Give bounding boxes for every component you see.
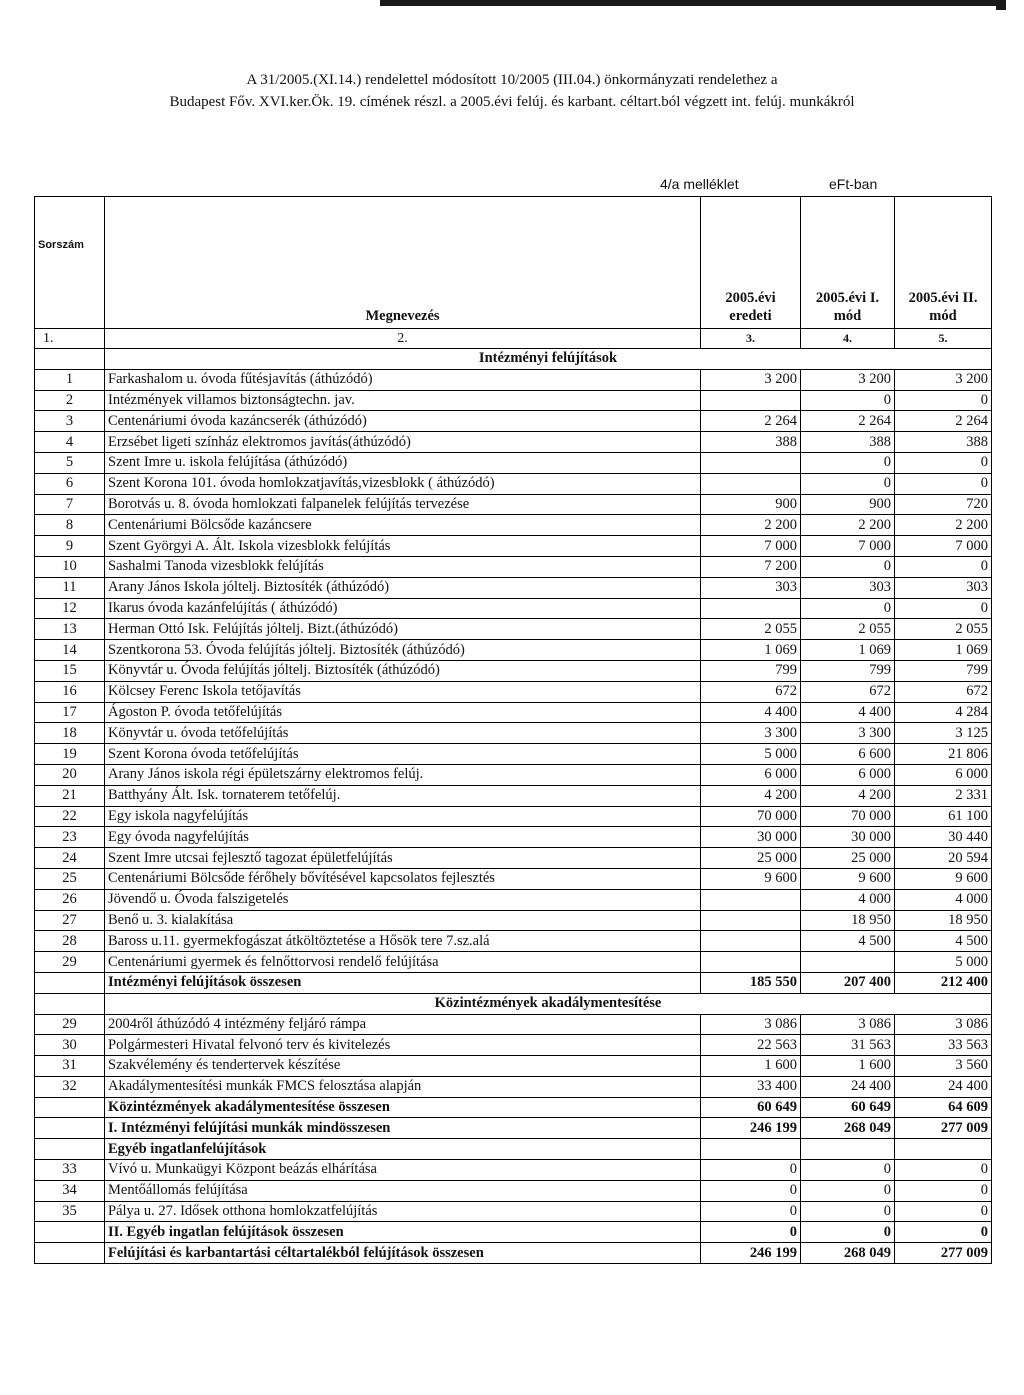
- row-name: Arany János Iskola jóltelj. Biztosíték (áthúzódó): [105, 577, 701, 598]
- value-mod2: 61 100: [895, 806, 992, 827]
- row-number: 26: [35, 889, 105, 910]
- table-row: [35, 952, 992, 973]
- row-name: I. Intézményi felújítási munkák mindösszesen: [105, 1118, 701, 1139]
- value-mod1: 4 000: [801, 889, 895, 910]
- row-name: Szent Imre utcsai fejlesztő tagozat épületfelújítás: [105, 848, 701, 869]
- value-original: 388: [701, 432, 801, 453]
- row-name: Ikarus óvoda kazánfelújítás ( áthúzódó): [105, 598, 701, 619]
- value-mod1: 0: [801, 1222, 895, 1243]
- value-original: [701, 931, 801, 952]
- table-row: [35, 536, 992, 557]
- row-name: Sashalmi Tanoda vizesblokk felújítás: [105, 556, 701, 577]
- row-name: Szent Györgyi A. Ált. Iskola vizesblokk felújítás: [105, 536, 701, 557]
- row-number: 31: [35, 1056, 105, 1077]
- value-mod2: 0: [895, 473, 992, 494]
- total-row: [35, 972, 992, 993]
- value-mod1: [801, 1139, 895, 1160]
- row-name: Szent Korona 101. óvoda homlokzatjavítás,vizesblokk ( áthúzódó): [105, 473, 701, 494]
- row-number: [35, 1118, 105, 1139]
- table-row: [35, 369, 992, 390]
- table-row: [35, 577, 992, 598]
- row-number: 6: [35, 473, 105, 494]
- header-mod2: 2005.évi II. mód: [895, 197, 992, 329]
- document-title-line1: A 31/2005.(XI.14.) rendelettel módosított 10/2005 (III.04.) önkormányzati rendelethez a: [246, 72, 778, 88]
- value-mod1: 7 000: [801, 536, 895, 557]
- table-row: [35, 1056, 992, 1077]
- row-number: 3: [35, 411, 105, 432]
- row-number: 5: [35, 452, 105, 473]
- value-mod1: 18 950: [801, 910, 895, 931]
- value-original: [701, 910, 801, 931]
- row-name: Batthyány Ált. Isk. tornaterem tetőfelúj.: [105, 785, 701, 806]
- row-number: 15: [35, 660, 105, 681]
- value-original: 246 199: [701, 1118, 801, 1139]
- value-mod1: 900: [801, 494, 895, 515]
- row-name: Egy iskola nagyfelújítás: [105, 806, 701, 827]
- table-row: [35, 702, 992, 723]
- row-name: Polgármesteri Hivatal felvonó terv és kivitelezés: [105, 1035, 701, 1056]
- value-mod1: 0: [801, 1180, 895, 1201]
- value-mod2: 0: [895, 598, 992, 619]
- value-original: 9 600: [701, 868, 801, 889]
- table-row: [35, 931, 992, 952]
- value-original: 1 069: [701, 640, 801, 661]
- row-name: Könyvtár u. óvoda tetőfelújítás: [105, 723, 701, 744]
- value-mod1: 1 069: [801, 640, 895, 661]
- row-number: [35, 972, 105, 993]
- value-mod2: 3 125: [895, 723, 992, 744]
- table-row: [35, 723, 992, 744]
- table-row: [35, 619, 992, 640]
- row-number: 33: [35, 1160, 105, 1181]
- row-number: 12: [35, 598, 105, 619]
- value-mod1: 70 000: [801, 806, 895, 827]
- value-original: 1 600: [701, 1056, 801, 1077]
- document-title-line2: Budapest Főv. XVI.ker.Ök. 19. címének részl. a 2005.évi felúj. és karbant. céltart.ból végzett int. felúj. munkákról: [169, 94, 855, 110]
- value-mod1: 6 000: [801, 764, 895, 785]
- value-mod1: 672: [801, 681, 895, 702]
- value-original: 0: [701, 1180, 801, 1201]
- table-row: [35, 744, 992, 765]
- row-number: 8: [35, 515, 105, 536]
- row-name: Herman Ottó Isk. Felújítás jóltelj. Bizt.(áthúzódó): [105, 619, 701, 640]
- value-mod1: 24 400: [801, 1076, 895, 1097]
- value-mod1: 268 049: [801, 1243, 895, 1264]
- value-mod1: 207 400: [801, 972, 895, 993]
- value-original: 4 400: [701, 702, 801, 723]
- row-number: 9: [35, 536, 105, 557]
- row-name: Szent Imre u. iskola felújítása (áthúzódó): [105, 452, 701, 473]
- total-row: [35, 1097, 992, 1118]
- value-original: 672: [701, 681, 801, 702]
- table-row: [35, 868, 992, 889]
- header-row: [35, 197, 992, 329]
- value-mod2: 2 331: [895, 785, 992, 806]
- value-mod1: 6 600: [801, 744, 895, 765]
- value-mod1: 4 400: [801, 702, 895, 723]
- value-original: 60 649: [701, 1097, 801, 1118]
- row-name: Jövendő u. Óvoda falszigetelés: [105, 889, 701, 910]
- total-row: [35, 1222, 992, 1243]
- value-original: 185 550: [701, 972, 801, 993]
- table-row: [35, 598, 992, 619]
- row-name: Centenáriumi óvoda kazáncserék (áthúzódó): [105, 411, 701, 432]
- value-mod2: 33 563: [895, 1035, 992, 1056]
- row-name: II. Egyéb ingatlan felújítások összesen: [105, 1222, 701, 1243]
- value-mod1: 0: [801, 598, 895, 619]
- row-number: 24: [35, 848, 105, 869]
- value-original: 3 086: [701, 1014, 801, 1035]
- row-name: Kölcsey Ferenc Iskola tetőjavítás: [105, 681, 701, 702]
- value-mod1: 25 000: [801, 848, 895, 869]
- value-original: 0: [701, 1222, 801, 1243]
- section-row: [35, 349, 992, 370]
- value-original: 0: [701, 1201, 801, 1222]
- row-number: 34: [35, 1180, 105, 1201]
- value-mod1: 0: [801, 452, 895, 473]
- value-mod2: 0: [895, 1222, 992, 1243]
- value-mod1: 0: [801, 1201, 895, 1222]
- table-row: [35, 910, 992, 931]
- value-original: 0: [701, 1160, 801, 1181]
- row-number: 1: [35, 369, 105, 390]
- value-original: 7 200: [701, 556, 801, 577]
- value-mod2: 672: [895, 681, 992, 702]
- table-row: [35, 411, 992, 432]
- row-name: Centenáriumi Bölcsőde kazáncsere: [105, 515, 701, 536]
- value-mod1: 0: [801, 556, 895, 577]
- value-mod2: 720: [895, 494, 992, 515]
- value-mod2: 20 594: [895, 848, 992, 869]
- row-name: Egyéb ingatlanfelújítások: [105, 1139, 701, 1160]
- value-mod1: 799: [801, 660, 895, 681]
- table-row: [35, 473, 992, 494]
- subhead-row: [35, 1139, 992, 1160]
- value-mod1: 4 500: [801, 931, 895, 952]
- value-mod2: 0: [895, 452, 992, 473]
- unit-label: eFt-ban: [829, 176, 878, 192]
- table-row: [35, 764, 992, 785]
- value-mod1: 1 600: [801, 1056, 895, 1077]
- section-row: [35, 993, 992, 1014]
- row-number: 21: [35, 785, 105, 806]
- value-original: 30 000: [701, 827, 801, 848]
- value-original: 25 000: [701, 848, 801, 869]
- value-mod2: 64 609: [895, 1097, 992, 1118]
- value-original: 2 055: [701, 619, 801, 640]
- row-number: 4: [35, 432, 105, 453]
- header-sorszam: Sorszám: [35, 197, 105, 329]
- row-number: 25: [35, 868, 105, 889]
- row-number: 2: [35, 390, 105, 411]
- value-mod1: 4 200: [801, 785, 895, 806]
- value-mod1: 30 000: [801, 827, 895, 848]
- value-mod2: 3 086: [895, 1014, 992, 1035]
- value-mod2: 21 806: [895, 744, 992, 765]
- value-mod2: 277 009: [895, 1118, 992, 1139]
- value-mod1: 303: [801, 577, 895, 598]
- row-number: 20: [35, 764, 105, 785]
- value-mod2: 18 950: [895, 910, 992, 931]
- row-name: Szentkorona 53. Óvoda felújítás jóltelj. Biztosíték (áthúzódó): [105, 640, 701, 661]
- row-number: [35, 1243, 105, 1264]
- value-mod2: 4 284: [895, 702, 992, 723]
- value-original: [701, 952, 801, 973]
- value-mod2: 0: [895, 556, 992, 577]
- value-original: [701, 473, 801, 494]
- row-name: Centenáriumi Bölcsőde férőhely bővítésével kapcsolatos fejlesztés: [105, 868, 701, 889]
- row-name: Könyvtár u. Óvoda felújítás jóltelj. Biztosíték (áthúzódó): [105, 660, 701, 681]
- scan-edge-mark: [996, 0, 1006, 10]
- value-mod1: 388: [801, 432, 895, 453]
- row-name: 2004ről áthúzódó 4 intézmény feljáró rámpa: [105, 1014, 701, 1035]
- value-original: 6 000: [701, 764, 801, 785]
- value-original: 799: [701, 660, 801, 681]
- value-mod1: 31 563: [801, 1035, 895, 1056]
- row-number: 7: [35, 494, 105, 515]
- value-mod1: 3 086: [801, 1014, 895, 1035]
- row-number: 18: [35, 723, 105, 744]
- row-number: [35, 1222, 105, 1243]
- table-row: [35, 785, 992, 806]
- table-row: [35, 827, 992, 848]
- value-mod2: 3 200: [895, 369, 992, 390]
- row-number: 22: [35, 806, 105, 827]
- row-name: Akadálymentesítési munkák FMCS felosztása alapján: [105, 1076, 701, 1097]
- value-mod2: 24 400: [895, 1076, 992, 1097]
- row-name: Közintézmények akadálymentesítése összesen: [105, 1097, 701, 1118]
- value-mod2: 212 400: [895, 972, 992, 993]
- section-title: Közintézmények akadálymentesítése: [105, 993, 992, 1014]
- value-mod2: 2 264: [895, 411, 992, 432]
- row-name: Borotvás u. 8. óvoda homlokzati falpanelek felújítás tervezése: [105, 494, 701, 515]
- value-mod2: 388: [895, 432, 992, 453]
- value-original: 7 000: [701, 536, 801, 557]
- table-row: [35, 1180, 992, 1201]
- row-number: 17: [35, 702, 105, 723]
- value-mod2: 2 200: [895, 515, 992, 536]
- value-mod2: 30 440: [895, 827, 992, 848]
- row-name: Erzsébet ligeti színház elektromos javítás(áthúzódó): [105, 432, 701, 453]
- value-original: 246 199: [701, 1243, 801, 1264]
- row-number: 29: [35, 952, 105, 973]
- table-row: [35, 452, 992, 473]
- value-mod1: 3 200: [801, 369, 895, 390]
- value-mod2: 6 000: [895, 764, 992, 785]
- row-number: [35, 1139, 105, 1160]
- table-row: [35, 640, 992, 661]
- scan-edge-bar: [380, 0, 1000, 6]
- header-megnevezes: Megnevezés: [105, 197, 701, 329]
- value-mod1: 9 600: [801, 868, 895, 889]
- value-original: 33 400: [701, 1076, 801, 1097]
- value-original: 2 200: [701, 515, 801, 536]
- row-number: 23: [35, 827, 105, 848]
- row-name: Benő u. 3. kialakítása: [105, 910, 701, 931]
- row-number: 19: [35, 744, 105, 765]
- value-mod2: 7 000: [895, 536, 992, 557]
- table-row: [35, 556, 992, 577]
- table-row: [35, 660, 992, 681]
- value-original: 303: [701, 577, 801, 598]
- annex-label: 4/a melléklet: [660, 176, 739, 192]
- table-row: [35, 681, 992, 702]
- value-mod2: 4 000: [895, 889, 992, 910]
- table-row: [35, 494, 992, 515]
- value-original: 5 000: [701, 744, 801, 765]
- value-original: 22 563: [701, 1035, 801, 1056]
- value-original: [701, 889, 801, 910]
- value-mod2: 2 055: [895, 619, 992, 640]
- row-name: Intézményi felújítások összesen: [105, 972, 701, 993]
- row-number: 29: [35, 1014, 105, 1035]
- row-number: [35, 1097, 105, 1118]
- row-name: Egy óvoda nagyfelújítás: [105, 827, 701, 848]
- budget-table: [34, 196, 992, 1264]
- value-original: 3 200: [701, 369, 801, 390]
- value-mod2: 4 500: [895, 931, 992, 952]
- row-name: Farkashalom u. óvoda fűtésjavítás (áthúzódó): [105, 369, 701, 390]
- row-number: 11: [35, 577, 105, 598]
- row-number: 28: [35, 931, 105, 952]
- value-mod1: 2 055: [801, 619, 895, 640]
- value-mod2: 9 600: [895, 868, 992, 889]
- table-row: [35, 1160, 992, 1181]
- row-name: Ágoston P. óvoda tetőfelújítás: [105, 702, 701, 723]
- value-mod2: 0: [895, 1201, 992, 1222]
- value-original: [701, 390, 801, 411]
- value-original: 70 000: [701, 806, 801, 827]
- total-row: [35, 1243, 992, 1264]
- value-mod1: 0: [801, 473, 895, 494]
- row-number: 16: [35, 681, 105, 702]
- value-mod1: 268 049: [801, 1118, 895, 1139]
- row-name: Vívó u. Munkaügyi Központ beázás elhárítása: [105, 1160, 701, 1181]
- table-row: [35, 515, 992, 536]
- value-original: [701, 452, 801, 473]
- total-row: [35, 1118, 992, 1139]
- value-mod2: 0: [895, 1180, 992, 1201]
- value-original: 900: [701, 494, 801, 515]
- table-row: [35, 1076, 992, 1097]
- row-number: 27: [35, 910, 105, 931]
- value-original: 2 264: [701, 411, 801, 432]
- row-number: 32: [35, 1076, 105, 1097]
- table-row: [35, 848, 992, 869]
- header-eredeti: 2005.évi eredeti: [701, 197, 801, 329]
- table-row: [35, 1201, 992, 1222]
- value-mod1: 2 264: [801, 411, 895, 432]
- value-mod1: 2 200: [801, 515, 895, 536]
- value-mod1: 60 649: [801, 1097, 895, 1118]
- row-name: Intézmények villamos biztonságtechn. jav.: [105, 390, 701, 411]
- row-name: Baross u.11. gyermekfogászat átköltöztetése a Hősök tere 7.sz.alá: [105, 931, 701, 952]
- table-row: [35, 432, 992, 453]
- table-row: [35, 1014, 992, 1035]
- value-mod2: 277 009: [895, 1243, 992, 1264]
- value-mod1: [801, 952, 895, 973]
- value-mod2: 0: [895, 390, 992, 411]
- value-original: 4 200: [701, 785, 801, 806]
- value-original: 3 300: [701, 723, 801, 744]
- value-mod2: 0: [895, 1160, 992, 1181]
- table-row: [35, 806, 992, 827]
- value-mod1: 3 300: [801, 723, 895, 744]
- value-mod2: [895, 1139, 992, 1160]
- row-name: Pálya u. 27. Idősek otthona homlokzatfelújítás: [105, 1201, 701, 1222]
- table-row: [35, 1035, 992, 1056]
- section-title: Intézményi felújítások: [105, 349, 992, 370]
- table-row: [35, 889, 992, 910]
- value-mod2: 799: [895, 660, 992, 681]
- header-mod1: 2005.évi I. mód: [801, 197, 895, 329]
- row-number: 35: [35, 1201, 105, 1222]
- row-number: 30: [35, 1035, 105, 1056]
- row-number: 10: [35, 556, 105, 577]
- value-original: [701, 1139, 801, 1160]
- row-name: Szakvélemény és tendertervek készítése: [105, 1056, 701, 1077]
- header-number-row: 1. 2. 3. 4. 5.: [35, 329, 992, 349]
- row-number: 13: [35, 619, 105, 640]
- value-mod2: 3 560: [895, 1056, 992, 1077]
- row-name: Felújítási és karbantartási céltartalékból felújítások összesen: [105, 1243, 701, 1264]
- row-name: Szent Korona óvoda tetőfelújítás: [105, 744, 701, 765]
- row-name: Arany János iskola régi épületszárny elektromos felúj.: [105, 764, 701, 785]
- table-row: [35, 390, 992, 411]
- row-name: Mentőállomás felújítása: [105, 1180, 701, 1201]
- value-mod1: 0: [801, 390, 895, 411]
- value-mod2: 5 000: [895, 952, 992, 973]
- row-number: 14: [35, 640, 105, 661]
- value-mod1: 0: [801, 1160, 895, 1181]
- row-name: Centenáriumi gyermek és felnőttorvosi rendelő felújítása: [105, 952, 701, 973]
- value-mod2: 303: [895, 577, 992, 598]
- value-mod2: 1 069: [895, 640, 992, 661]
- value-original: [701, 598, 801, 619]
